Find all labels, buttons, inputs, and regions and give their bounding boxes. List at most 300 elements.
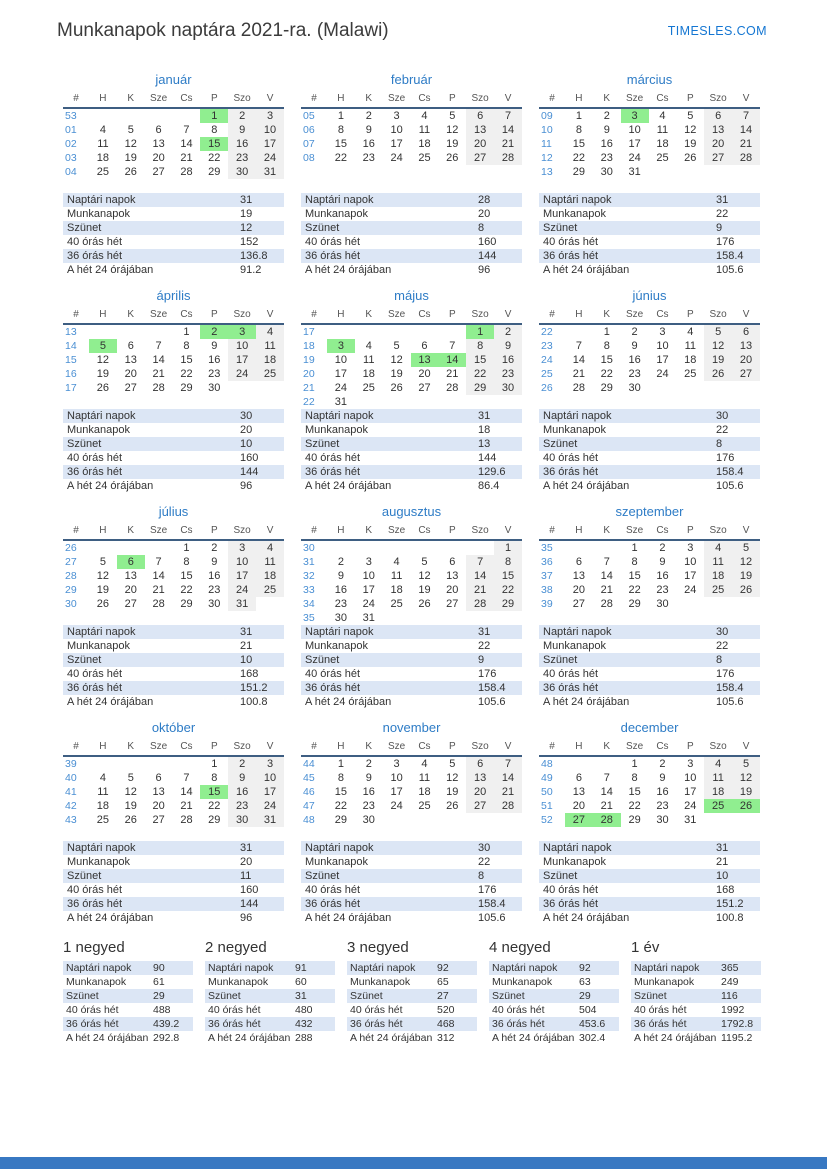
day-cell: 7 xyxy=(155,340,162,352)
stats-row xyxy=(489,1031,619,1045)
stats-table xyxy=(301,841,522,925)
weekend-day-cell: 27 xyxy=(704,151,732,165)
month-title: szeptember xyxy=(615,504,684,519)
day-cell: 24 xyxy=(684,584,697,596)
day-cell: 1 xyxy=(337,110,344,122)
day-cell: 23 xyxy=(656,584,669,596)
stats-row xyxy=(63,855,284,869)
weekend-day-cell: 21 xyxy=(494,137,522,151)
stats-row xyxy=(301,193,522,207)
stats-row xyxy=(63,653,284,667)
weekend-day-cell: 25 xyxy=(256,583,284,597)
weekend-day-cell: 7 xyxy=(732,108,760,123)
summaries-grid xyxy=(63,939,761,1045)
stat-value: 30 xyxy=(716,410,729,422)
week-number: 16 xyxy=(65,368,77,380)
week-number: 48 xyxy=(541,758,553,770)
stat-label: 40 órás hét xyxy=(543,452,599,464)
day-cell xyxy=(117,540,145,555)
stat-label: Munkanapok xyxy=(66,976,127,988)
holiday-day-cell: 15 xyxy=(200,785,228,799)
stats-row xyxy=(301,841,522,855)
weekend-day-cell: 30 xyxy=(228,813,256,827)
stats-row xyxy=(63,479,284,493)
week-row xyxy=(539,813,760,827)
month-calendar-area xyxy=(301,288,522,409)
day-header: K xyxy=(593,524,621,540)
day-cell xyxy=(256,381,284,395)
stat-label: Szünet xyxy=(543,222,578,234)
week-number: 27 xyxy=(65,556,77,568)
stats-table xyxy=(301,193,522,277)
day-cell: 7 xyxy=(155,556,162,568)
stat-value: 480 xyxy=(295,1004,313,1016)
day-header: Sze xyxy=(145,740,173,756)
day-cell: 1 xyxy=(603,326,610,338)
month-calendar xyxy=(63,308,284,395)
day-cell: 23 xyxy=(628,368,641,380)
month-block xyxy=(301,72,522,277)
stats-row xyxy=(539,479,760,493)
day-cell: 16 xyxy=(208,354,221,366)
stat-label: Naptári napok xyxy=(67,842,136,854)
day-header: Sze xyxy=(621,308,649,324)
stat-value: 22 xyxy=(478,640,491,652)
day-header: V xyxy=(494,308,522,324)
day-cell: 19 xyxy=(124,800,137,812)
week-number: 42 xyxy=(65,800,77,812)
weekend-day-cell: 31 xyxy=(228,597,256,611)
stat-label: 40 órás hét xyxy=(492,1004,545,1016)
day-cell: 23 xyxy=(656,800,669,812)
week-row xyxy=(301,151,522,165)
stats-row xyxy=(301,207,522,221)
stat-value: 20 xyxy=(240,424,253,436)
month-block xyxy=(301,504,522,709)
stats-row xyxy=(539,911,760,925)
month-block xyxy=(539,288,760,493)
stat-value: 152 xyxy=(240,236,259,248)
stats-row xyxy=(301,479,522,493)
day-cell: 25 xyxy=(656,152,669,164)
day-header: K xyxy=(593,308,621,324)
stats-row xyxy=(301,423,522,437)
month-block xyxy=(539,72,760,277)
stat-label: A hét 24 órájában xyxy=(67,264,154,276)
stat-label: 40 órás hét xyxy=(67,452,123,464)
weekend-day-cell: 9 xyxy=(228,771,256,785)
stat-value: 432 xyxy=(295,1018,313,1030)
calendar-header-row xyxy=(539,308,760,324)
stat-label: 36 órás hét xyxy=(305,682,361,694)
day-cell xyxy=(89,324,117,339)
weekend-day-cell: 24 xyxy=(256,799,284,813)
weekend-day-cell: 27 xyxy=(466,799,494,813)
day-cell: 5 xyxy=(421,556,428,568)
day-cell: 1 xyxy=(631,758,638,770)
week-row xyxy=(63,555,284,569)
day-cell: 20 xyxy=(418,368,431,380)
stat-label: A hét 24 órájában xyxy=(543,912,630,924)
day-header: P xyxy=(438,92,466,108)
day-cell: 26 xyxy=(446,800,459,812)
week-row xyxy=(301,339,522,353)
stat-value: 29 xyxy=(153,990,165,1002)
day-header: Szo xyxy=(704,524,732,540)
timesles-link[interactable]: TIMESLES.COM xyxy=(667,24,767,38)
weekend-day-cell: 9 xyxy=(494,339,522,353)
day-header: H xyxy=(89,308,117,324)
stat-value: 151.2 xyxy=(240,682,268,694)
day-cell: 8 xyxy=(631,772,638,784)
stat-value: 100.8 xyxy=(240,696,268,708)
holiday-day-cell: 3 xyxy=(228,324,256,339)
week-row xyxy=(539,165,760,179)
month-calendar-area xyxy=(63,72,284,193)
stats-row xyxy=(63,883,284,897)
week-row xyxy=(301,813,522,827)
stat-value: 21 xyxy=(240,640,253,652)
holiday-day-cell: 28 xyxy=(593,813,621,827)
day-cell: 22 xyxy=(572,152,586,164)
stats-row xyxy=(301,409,522,423)
day-cell xyxy=(228,381,256,395)
holiday-day-cell: 13 xyxy=(411,353,439,367)
stat-label: 40 órás hét xyxy=(305,236,361,248)
weekend-day-cell: 3 xyxy=(228,540,256,555)
stat-value: 61 xyxy=(153,976,165,988)
month-calendar-area xyxy=(63,720,284,841)
stats-row xyxy=(489,975,619,989)
stat-value: 30 xyxy=(240,410,253,422)
day-cell: 16 xyxy=(362,786,375,798)
day-cell: 4 xyxy=(393,556,400,568)
day-header: P xyxy=(676,92,704,108)
day-header: Szo xyxy=(466,92,494,108)
day-cell: 7 xyxy=(183,124,190,136)
holiday-day-cell: 25 xyxy=(704,799,732,813)
stat-label: Szünet xyxy=(67,654,102,666)
stats-row xyxy=(63,451,284,465)
day-cell xyxy=(676,597,704,611)
stat-label: Munkanapok xyxy=(543,208,606,220)
stat-value: 22 xyxy=(478,856,491,868)
day-header: H xyxy=(565,308,593,324)
weekend-day-cell: 28 xyxy=(494,151,522,165)
day-cell xyxy=(438,395,466,409)
stat-value: 129.6 xyxy=(478,466,506,478)
stats-table xyxy=(301,409,522,493)
day-cell xyxy=(438,324,466,339)
week-number: 06 xyxy=(303,124,315,136)
day-cell: 1 xyxy=(631,542,638,554)
weekend-day-cell: 18 xyxy=(256,353,284,367)
day-header: H xyxy=(565,92,593,108)
week-number: 49 xyxy=(541,772,553,784)
weekend-day-cell: 30 xyxy=(494,381,522,395)
day-cell: 21 xyxy=(446,368,459,380)
day-cell xyxy=(173,756,201,771)
summary-block xyxy=(489,939,619,1045)
weekend-day-cell: 23 xyxy=(228,799,256,813)
holiday-day-cell: 15 xyxy=(200,137,228,151)
stats-row xyxy=(63,409,284,423)
day-cell: 29 xyxy=(628,814,641,826)
week-col-header: # xyxy=(301,524,327,540)
week-number: 43 xyxy=(65,814,77,826)
month-calendar-area xyxy=(539,288,760,409)
stats-row xyxy=(301,263,522,277)
stat-label: Szünet xyxy=(350,990,383,1002)
stats-row xyxy=(631,1017,761,1031)
day-cell xyxy=(256,597,284,611)
week-number: 26 xyxy=(65,542,77,554)
stat-value: 12 xyxy=(240,222,253,234)
day-header: Cs xyxy=(411,92,439,108)
day-cell xyxy=(411,395,439,409)
weekend-day-cell: 2 xyxy=(228,108,256,123)
stats-row xyxy=(301,451,522,465)
day-cell: 20 xyxy=(152,800,165,812)
stat-value: 31 xyxy=(240,842,253,854)
stat-value: 31 xyxy=(716,194,729,206)
day-cell: 6 xyxy=(127,340,134,352)
day-cell: 28 xyxy=(152,598,165,610)
stats-row xyxy=(539,681,760,695)
week-col-header: # xyxy=(539,92,565,108)
stat-label: A hét 24 órájában xyxy=(305,912,392,924)
day-cell: 21 xyxy=(152,368,165,380)
day-header: H xyxy=(89,524,117,540)
stats-row xyxy=(301,911,522,925)
day-cell: 2 xyxy=(659,758,666,770)
day-header: Cs xyxy=(411,524,439,540)
stats-row xyxy=(63,221,284,235)
stat-value: 105.6 xyxy=(716,264,744,276)
day-cell: 12 xyxy=(96,570,110,582)
day-cell: 23 xyxy=(334,598,348,610)
day-cell: 23 xyxy=(362,152,375,164)
stats-row xyxy=(347,989,477,1003)
calendar-header-row xyxy=(301,308,522,324)
day-cell: 30 xyxy=(628,382,641,394)
summary-title: 2 negyed xyxy=(205,939,267,956)
week-row xyxy=(301,611,522,625)
weekend-day-cell: 14 xyxy=(732,123,760,137)
week-number: 40 xyxy=(65,772,77,784)
weekend-day-cell: 27 xyxy=(466,151,494,165)
weekend-day-cell: 7 xyxy=(466,555,494,569)
day-cell xyxy=(438,611,466,625)
stats-table xyxy=(539,409,760,493)
stat-value: 105.6 xyxy=(478,912,506,924)
day-header: K xyxy=(117,92,145,108)
week-row xyxy=(539,108,760,123)
day-cell: 29 xyxy=(628,598,641,610)
stats-row xyxy=(301,221,522,235)
day-cell: 24 xyxy=(390,800,403,812)
stat-value: 86.4 xyxy=(478,480,500,492)
week-number: 04 xyxy=(65,166,77,178)
stat-value: 10 xyxy=(240,438,253,450)
day-cell: 8 xyxy=(337,772,344,784)
day-cell xyxy=(411,813,439,827)
stat-label: 36 órás hét xyxy=(67,898,123,910)
week-number: 25 xyxy=(541,368,553,380)
stat-label: 40 órás hét xyxy=(634,1004,687,1016)
page-header xyxy=(0,0,827,42)
day-header: P xyxy=(200,740,228,756)
week-col-header: # xyxy=(63,740,89,756)
day-header: Cs xyxy=(173,524,201,540)
week-row xyxy=(539,339,760,353)
stat-label: Naptári napok xyxy=(305,194,374,206)
stats-table xyxy=(205,961,335,1045)
holiday-day-cell: 1 xyxy=(200,108,228,123)
months-grid xyxy=(63,72,760,925)
day-cell: 15 xyxy=(628,786,641,798)
holiday-day-cell: 3 xyxy=(621,108,649,123)
day-cell: 18 xyxy=(418,786,431,798)
holiday-day-cell: 1 xyxy=(466,324,494,339)
month-block xyxy=(63,72,284,277)
day-cell: 8 xyxy=(211,124,218,136)
day-cell: 23 xyxy=(362,800,375,812)
day-cell xyxy=(466,611,494,625)
weekend-day-cell: 9 xyxy=(228,123,256,137)
week-row xyxy=(539,583,760,597)
week-number: 29 xyxy=(65,584,77,596)
day-header: Sze xyxy=(383,524,411,540)
weekend-day-cell: 11 xyxy=(256,339,284,353)
stats-row xyxy=(539,263,760,277)
day-cell: 4 xyxy=(365,340,372,352)
day-cell: 30 xyxy=(334,612,348,624)
day-cell: 19 xyxy=(418,584,431,596)
month-block xyxy=(63,720,284,925)
weekend-day-cell: 2 xyxy=(228,756,256,771)
stats-row xyxy=(301,855,522,869)
stat-label: 36 órás hét xyxy=(208,1018,261,1030)
day-cell: 14 xyxy=(152,570,165,582)
week-row xyxy=(63,756,284,771)
weekend-day-cell: 4 xyxy=(256,324,284,339)
day-cell xyxy=(117,324,145,339)
stat-value: 105.6 xyxy=(716,696,744,708)
stat-value: 176 xyxy=(716,236,735,248)
day-cell: 10 xyxy=(362,570,375,582)
day-cell: 4 xyxy=(687,326,694,338)
day-cell: 2 xyxy=(631,326,638,338)
day-header: K xyxy=(117,308,145,324)
week-row xyxy=(539,799,760,813)
stat-label: A hét 24 órájában xyxy=(492,1032,575,1044)
day-cell: 17 xyxy=(334,368,348,380)
weekend-day-cell: 28 xyxy=(494,799,522,813)
stat-label: Szünet xyxy=(67,438,102,450)
calendar-header-row xyxy=(539,740,760,756)
stats-row xyxy=(539,653,760,667)
stats-row xyxy=(205,961,335,975)
week-row xyxy=(301,756,522,771)
day-cell: 17 xyxy=(684,570,697,582)
day-cell: 9 xyxy=(365,124,372,136)
weekend-day-cell: 20 xyxy=(732,353,760,367)
stats-row xyxy=(539,437,760,451)
day-header: P xyxy=(200,308,228,324)
stats-row xyxy=(539,235,760,249)
day-cell xyxy=(466,395,494,409)
day-header: P xyxy=(438,740,466,756)
day-cell: 6 xyxy=(155,124,162,136)
weekend-day-cell: 13 xyxy=(466,771,494,785)
stat-value: 144 xyxy=(240,466,259,478)
day-cell: 17 xyxy=(684,786,697,798)
stat-value: 504 xyxy=(579,1004,597,1016)
day-cell xyxy=(383,324,411,339)
week-row xyxy=(301,123,522,137)
day-cell: 17 xyxy=(628,138,641,150)
stats-row xyxy=(539,249,760,263)
weekend-day-cell: 15 xyxy=(466,353,494,367)
stats-row xyxy=(301,437,522,451)
weekend-day-cell: 6 xyxy=(732,324,760,339)
stat-value: 31 xyxy=(716,842,729,854)
week-row xyxy=(63,108,284,123)
day-cell: 21 xyxy=(180,152,193,164)
weekend-day-cell: 28 xyxy=(466,597,494,611)
day-cell: 28 xyxy=(180,814,193,826)
week-number: 46 xyxy=(303,786,315,798)
day-cell: 23 xyxy=(208,584,221,596)
stats-table xyxy=(63,841,284,925)
stat-label: 40 órás hét xyxy=(543,236,599,248)
day-cell: 24 xyxy=(390,152,403,164)
day-header: P xyxy=(438,524,466,540)
summary-block xyxy=(63,939,193,1045)
stat-value: 249 xyxy=(721,976,739,988)
day-cell: 26 xyxy=(390,382,403,394)
day-cell: 1 xyxy=(575,110,582,122)
week-number: 35 xyxy=(541,542,553,554)
stats-row xyxy=(63,193,284,207)
day-cell xyxy=(676,165,704,179)
day-cell: 18 xyxy=(418,138,431,150)
day-cell: 3 xyxy=(393,758,400,770)
week-number: 50 xyxy=(541,786,553,798)
weekend-day-cell: 26 xyxy=(732,583,760,597)
stat-value: 105.6 xyxy=(716,480,744,492)
day-cell: 14 xyxy=(180,786,193,798)
day-cell xyxy=(411,611,439,625)
stat-label: 40 órás hét xyxy=(67,884,123,896)
summary-title: 1 év xyxy=(631,939,660,956)
day-cell: 22 xyxy=(180,584,193,596)
day-cell xyxy=(89,540,117,555)
stat-label: Naptári napok xyxy=(305,626,374,638)
day-cell: 10 xyxy=(656,340,669,352)
stat-value: 144 xyxy=(240,898,259,910)
stat-label: Naptári napok xyxy=(66,962,132,974)
day-cell: 21 xyxy=(180,800,193,812)
day-header: Sze xyxy=(383,308,411,324)
day-cell: 13 xyxy=(572,786,586,798)
stat-label: 36 órás hét xyxy=(543,250,599,262)
day-header: Szo xyxy=(228,92,256,108)
stat-label: Naptári napok xyxy=(492,962,558,974)
day-cell: 31 xyxy=(684,814,697,826)
stat-value: 292.8 xyxy=(153,1032,180,1044)
